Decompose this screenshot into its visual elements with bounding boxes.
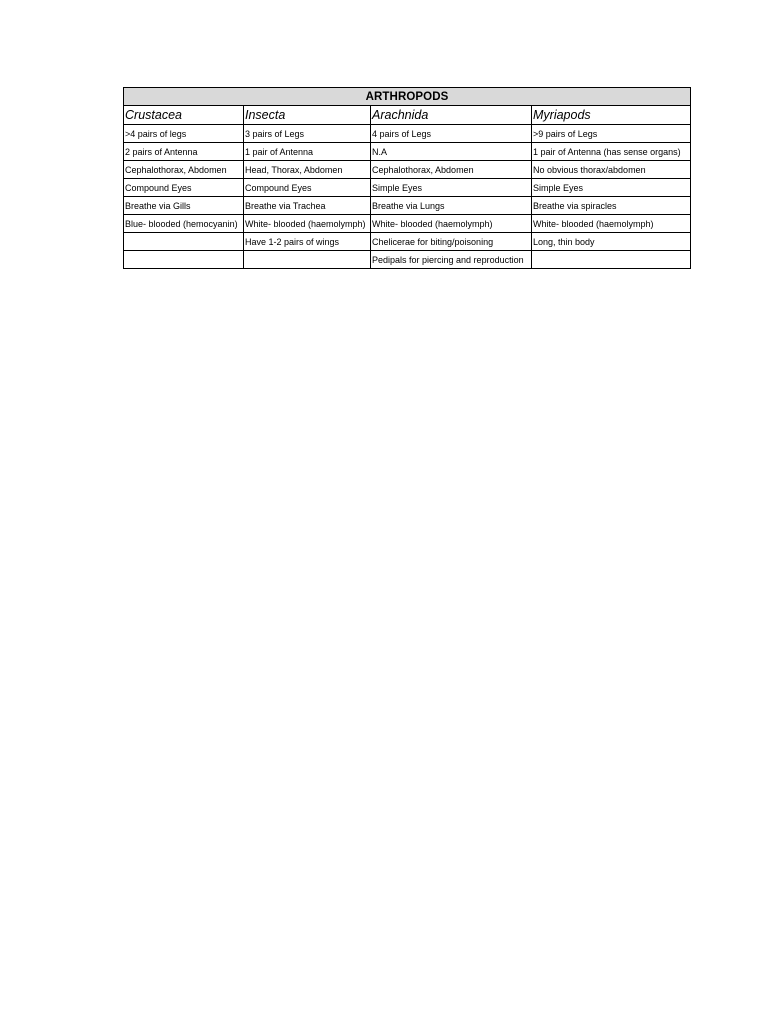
table-cell: Chelicerae for biting/poisoning bbox=[371, 233, 532, 251]
table-row bbox=[124, 125, 691, 143]
table-cell: Long, thin body bbox=[532, 233, 691, 251]
table-cell: Blue- blooded (hemocyanin) bbox=[124, 215, 244, 233]
table-cell: White- blooded (haemolymph) bbox=[371, 215, 532, 233]
table-cell: Breathe via spiracles bbox=[532, 197, 691, 215]
arthropods-table bbox=[123, 87, 691, 269]
title-row bbox=[124, 88, 691, 106]
table-cell: 3 pairs of Legs bbox=[244, 125, 371, 143]
table-cell: Have 1-2 pairs of wings bbox=[244, 233, 371, 251]
table-row bbox=[124, 143, 691, 161]
table-cell bbox=[124, 251, 244, 269]
table-cell: Cephalothorax, Abdomen bbox=[371, 161, 532, 179]
table-cell: 1 pair of Antenna (has sense organs) bbox=[532, 143, 691, 161]
table-cell bbox=[532, 251, 691, 269]
arthropods-sheet bbox=[123, 87, 690, 269]
table-cell: 1 pair of Antenna bbox=[244, 143, 371, 161]
table-cell: Breathe via Lungs bbox=[371, 197, 532, 215]
table-cell: Pedipals for piercing and reproduction bbox=[371, 251, 532, 269]
header-row bbox=[124, 106, 691, 125]
table-cell: Simple Eyes bbox=[371, 179, 532, 197]
table-row bbox=[124, 233, 691, 251]
column-header-insecta: Insecta bbox=[244, 106, 371, 125]
table-cell: White- blooded (haemolymph) bbox=[532, 215, 691, 233]
table-cell: Head, Thorax, Abdomen bbox=[244, 161, 371, 179]
table-cell: 4 pairs of Legs bbox=[371, 125, 532, 143]
table-cell: Simple Eyes bbox=[532, 179, 691, 197]
table-cell: Compound Eyes bbox=[244, 179, 371, 197]
table-cell: Cephalothorax, Abdomen bbox=[124, 161, 244, 179]
table-row bbox=[124, 179, 691, 197]
table-cell: >9 pairs of Legs bbox=[532, 125, 691, 143]
table-cell: >4 pairs of legs bbox=[124, 125, 244, 143]
table-cell: White- blooded (haemolymph) bbox=[244, 215, 371, 233]
column-header-myriapods: Myriapods bbox=[532, 106, 691, 125]
table-cell: N.A bbox=[371, 143, 532, 161]
table-row bbox=[124, 161, 691, 179]
table-cell: Breathe via Gills bbox=[124, 197, 244, 215]
table-row bbox=[124, 215, 691, 233]
table-cell bbox=[124, 233, 244, 251]
table-cell: Breathe via Trachea bbox=[244, 197, 371, 215]
column-header-crustacea: Crustacea bbox=[124, 106, 244, 125]
table-title: ARTHROPODS bbox=[124, 88, 691, 106]
table-row bbox=[124, 251, 691, 269]
table-cell: No obvious thorax/abdomen bbox=[532, 161, 691, 179]
table-cell: 2 pairs of Antenna bbox=[124, 143, 244, 161]
table-cell: Compound Eyes bbox=[124, 179, 244, 197]
table-cell bbox=[244, 251, 371, 269]
table-row bbox=[124, 197, 691, 215]
column-header-arachnida: Arachnida bbox=[371, 106, 532, 125]
